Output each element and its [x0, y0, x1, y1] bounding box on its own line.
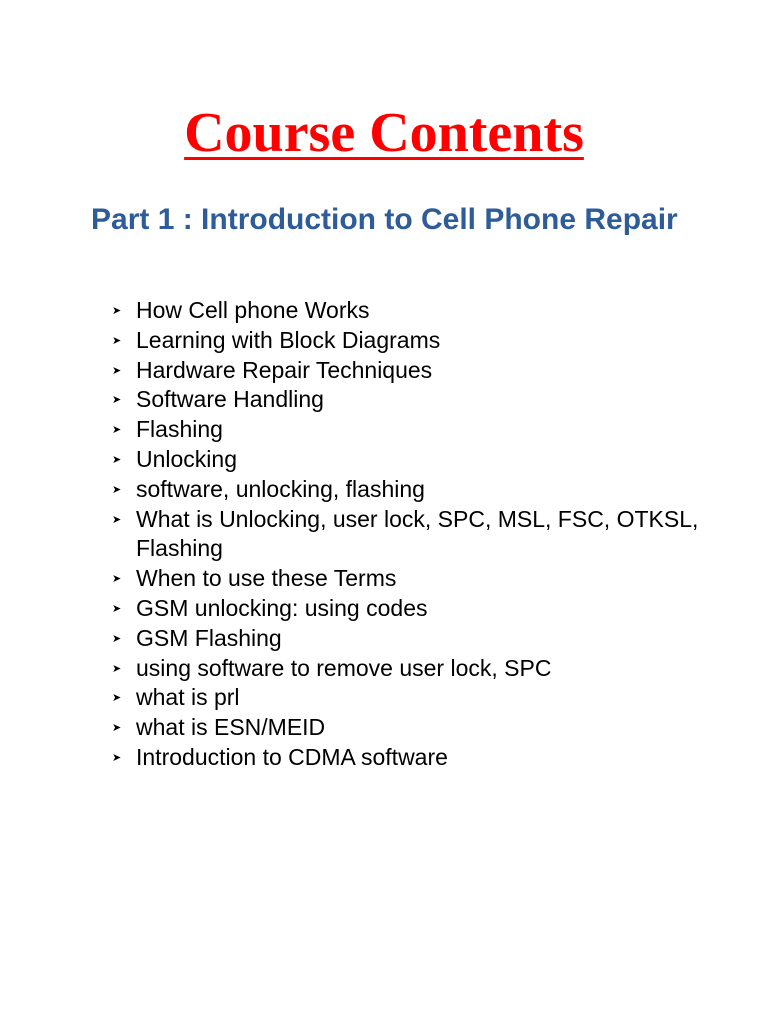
list-item-text: what is ESN/MEID	[136, 714, 326, 741]
arrowhead-bullet-icon: ➤	[112, 751, 122, 764]
arrowhead-bullet-icon: ➤	[112, 424, 122, 437]
arrowhead-bullet-icon: ➤	[112, 364, 122, 377]
list-item-text: Software Handling	[136, 386, 324, 413]
list-item-text: Hardware Repair Techniques	[136, 356, 433, 383]
arrowhead-bullet-icon: ➤	[112, 513, 122, 526]
arrowhead-bullet-icon: ➤	[112, 692, 122, 705]
list-item	[112, 654, 712, 684]
list-item-text: Flashing	[136, 416, 223, 443]
list-item-text: what is prl	[136, 684, 240, 711]
list-item	[112, 445, 712, 475]
page-title	[0, 100, 768, 166]
list-item-text: GSM Flashing	[136, 624, 282, 651]
page-title-text: Course Contents	[184, 102, 584, 164]
list-item-text: Unlocking	[136, 445, 237, 472]
topic-list	[112, 296, 712, 773]
list-item-text: using software to remove user lock, SPC	[136, 654, 552, 681]
list-item	[112, 743, 712, 773]
arrowhead-bullet-icon: ➤	[112, 334, 122, 347]
list-item	[112, 564, 712, 594]
section-heading: Part 1 : Introduction to Cell Phone Repair	[91, 203, 678, 236]
list-item	[112, 296, 712, 326]
list-item	[112, 713, 712, 743]
list-item-text: software, unlocking, flashing	[136, 475, 425, 502]
arrowhead-bullet-icon: ➤	[112, 602, 122, 615]
list-item-text: What is Unlocking, user lock, SPC, MSL, FSC, OTKSL, Flashing	[136, 505, 699, 562]
list-item-text: Learning with Block Diagrams	[136, 326, 441, 353]
list-item-text: Introduction to CDMA software	[136, 743, 448, 770]
arrowhead-bullet-icon: ➤	[112, 394, 122, 407]
list-item	[112, 594, 712, 624]
list-item-text: GSM unlocking: using codes	[136, 594, 428, 621]
list-item	[112, 415, 712, 445]
list-item-text: When to use these Terms	[136, 565, 397, 592]
list-item	[112, 624, 712, 654]
list-item	[112, 683, 712, 713]
list-item-text: How Cell phone Works	[136, 297, 370, 323]
arrowhead-bullet-icon: ➤	[112, 305, 122, 317]
list-item	[112, 356, 712, 386]
arrowhead-bullet-icon: ➤	[112, 483, 122, 496]
list-item	[112, 505, 712, 565]
arrowhead-bullet-icon: ➤	[112, 722, 122, 735]
arrowhead-bullet-icon: ➤	[112, 573, 122, 586]
arrowhead-bullet-icon: ➤	[112, 453, 122, 466]
arrowhead-bullet-icon: ➤	[112, 662, 122, 675]
list-item	[112, 326, 712, 356]
list-item	[112, 475, 712, 505]
arrowhead-bullet-icon: ➤	[112, 632, 122, 645]
list-item	[112, 385, 712, 415]
